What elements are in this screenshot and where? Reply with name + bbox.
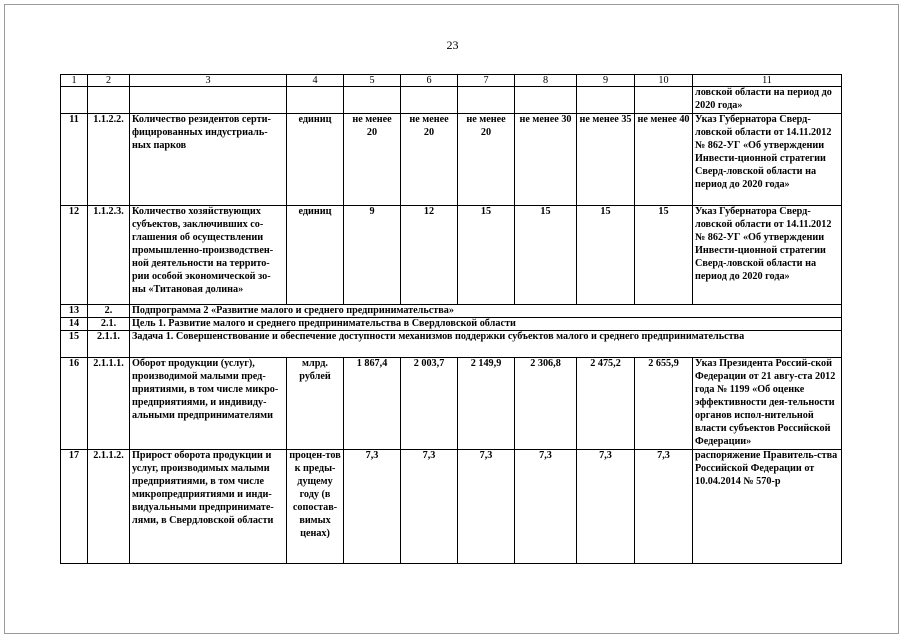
value-cell: 7,3 [515,449,577,563]
section-title: Подпрограмма 2 «Развитие малого и среднего предпринимательства» [130,304,842,317]
value-cell: 7,3 [401,449,458,563]
table-row [61,357,842,449]
section-code: 2.1. [88,317,130,330]
value-cell: 2 149,9 [458,357,515,449]
indicator-code: 2.1.1.1. [88,357,130,449]
page-number: 23 [446,38,459,52]
value-cell: 7,3 [577,449,635,563]
section-title: Цель 1. Развитие малого и среднего предпринимательства в Свердловской области [130,317,842,330]
indicator-name: Оборот продукции (услуг), производимой малыми пред-приятиями, в том числе микро-предприятиями, и индивиду-альными предпринимателями [130,357,287,449]
table-row [61,87,842,114]
value-cell: 15 [577,205,635,304]
value-cell: 7,3 [635,449,693,563]
value-cell: 2 475,2 [577,357,635,449]
column-number: 7 [458,75,515,87]
table-row [61,449,842,563]
column-number: 9 [577,75,635,87]
value-cell: 1 867,4 [344,357,401,449]
basis-cell: Указ Губернатора Сверд-ловской области от 14.11.2012 № 862-УГ «Об утверждении Инвести-ционной стратегии Сверд-ловской области на период до 2020 года» [693,205,842,304]
column-number: 8 [515,75,577,87]
value-cell: 2 655,9 [635,357,693,449]
basis-cell: Указ Президента Россий-ской Федерации от 21 авгу-ста 2012 года № 1199 «Об оценке эффективности дея-тельности органов испол-нительной власти субъектов Российской Федерации» [693,357,842,449]
indicator-name: Прирост оборота продукции и услуг, производимых малыми предприятиями, в том числе микропредприятиями и инди-видуальными предпринимате-лями, в Свердловской области [130,449,287,563]
table-row [61,205,842,304]
value-cell: не менее 40 [635,113,693,205]
value-cell: 2 003,7 [401,357,458,449]
row-number: 16 [61,357,88,449]
value-cell: не менее 20 [458,113,515,205]
value-cell: 7,3 [344,449,401,563]
basis-cell: распоряжение Правитель-ства Российской Федерации от 10.04.2014 № 570-р [693,449,842,563]
unit-cell: млрд. рублей [287,357,344,449]
value-cell: 15 [515,205,577,304]
table-row [61,113,842,205]
section-row [61,304,842,317]
value-cell: 7,3 [458,449,515,563]
unit-cell: процен-тов к преды-дущему году (в сопостав-вимых ценах) [287,449,344,563]
row-number: 11 [61,113,88,205]
value-cell: 15 [635,205,693,304]
value-cell: не менее 35 [577,113,635,205]
unit-cell: единиц [287,205,344,304]
value-cell: 9 [344,205,401,304]
row-number: 14 [61,317,88,330]
value-cell: не менее 20 [344,113,401,205]
column-number: 1 [61,75,88,87]
indicators-table [60,74,842,564]
column-number: 5 [344,75,401,87]
row-number: 12 [61,205,88,304]
section-title: Задача 1. Совершенствование и обеспечение доступности механизмов поддержки субъектов малого и среднего предпринимательства [130,330,842,357]
column-number: 6 [401,75,458,87]
indicator-name: Количество резидентов серти-фицированных индустриаль-ных парков [130,113,287,205]
section-row [61,330,842,357]
section-code: 2. [88,304,130,317]
row-number: 17 [61,449,88,563]
basis-cell: ловской области на период до 2020 года» [693,87,842,114]
row-number: 15 [61,330,88,357]
indicator-code: 2.1.1.2. [88,449,130,563]
value-cell: 12 [401,205,458,304]
indicator-code: 1.1.2.3. [88,205,130,304]
row-number: 13 [61,304,88,317]
column-number: 2 [88,75,130,87]
value-cell: 15 [458,205,515,304]
column-number-row [61,75,842,87]
indicator-name: Количество хозяйствующих субъектов, заключивших со-глашения об осуществлении промышленно-производствен-ной деятельности на террито-рии особой экономической зо-ны «Титановая долина» [130,205,287,304]
column-number: 11 [693,75,842,87]
value-cell: 2 306,8 [515,357,577,449]
column-number: 4 [287,75,344,87]
indicator-code: 1.1.2.2. [88,113,130,205]
section-row [61,317,842,330]
value-cell: не менее 30 [515,113,577,205]
value-cell: не менее 20 [401,113,458,205]
unit-cell: единиц [287,113,344,205]
section-code: 2.1.1. [88,330,130,357]
basis-cell: Указ Губернатора Сверд-ловской области от 14.11.2012 № 862-УГ «Об утверждении Инвести-ционной стратегии Сверд-ловской области на период до 2020 года» [693,113,842,205]
column-number: 3 [130,75,287,87]
column-number: 10 [635,75,693,87]
